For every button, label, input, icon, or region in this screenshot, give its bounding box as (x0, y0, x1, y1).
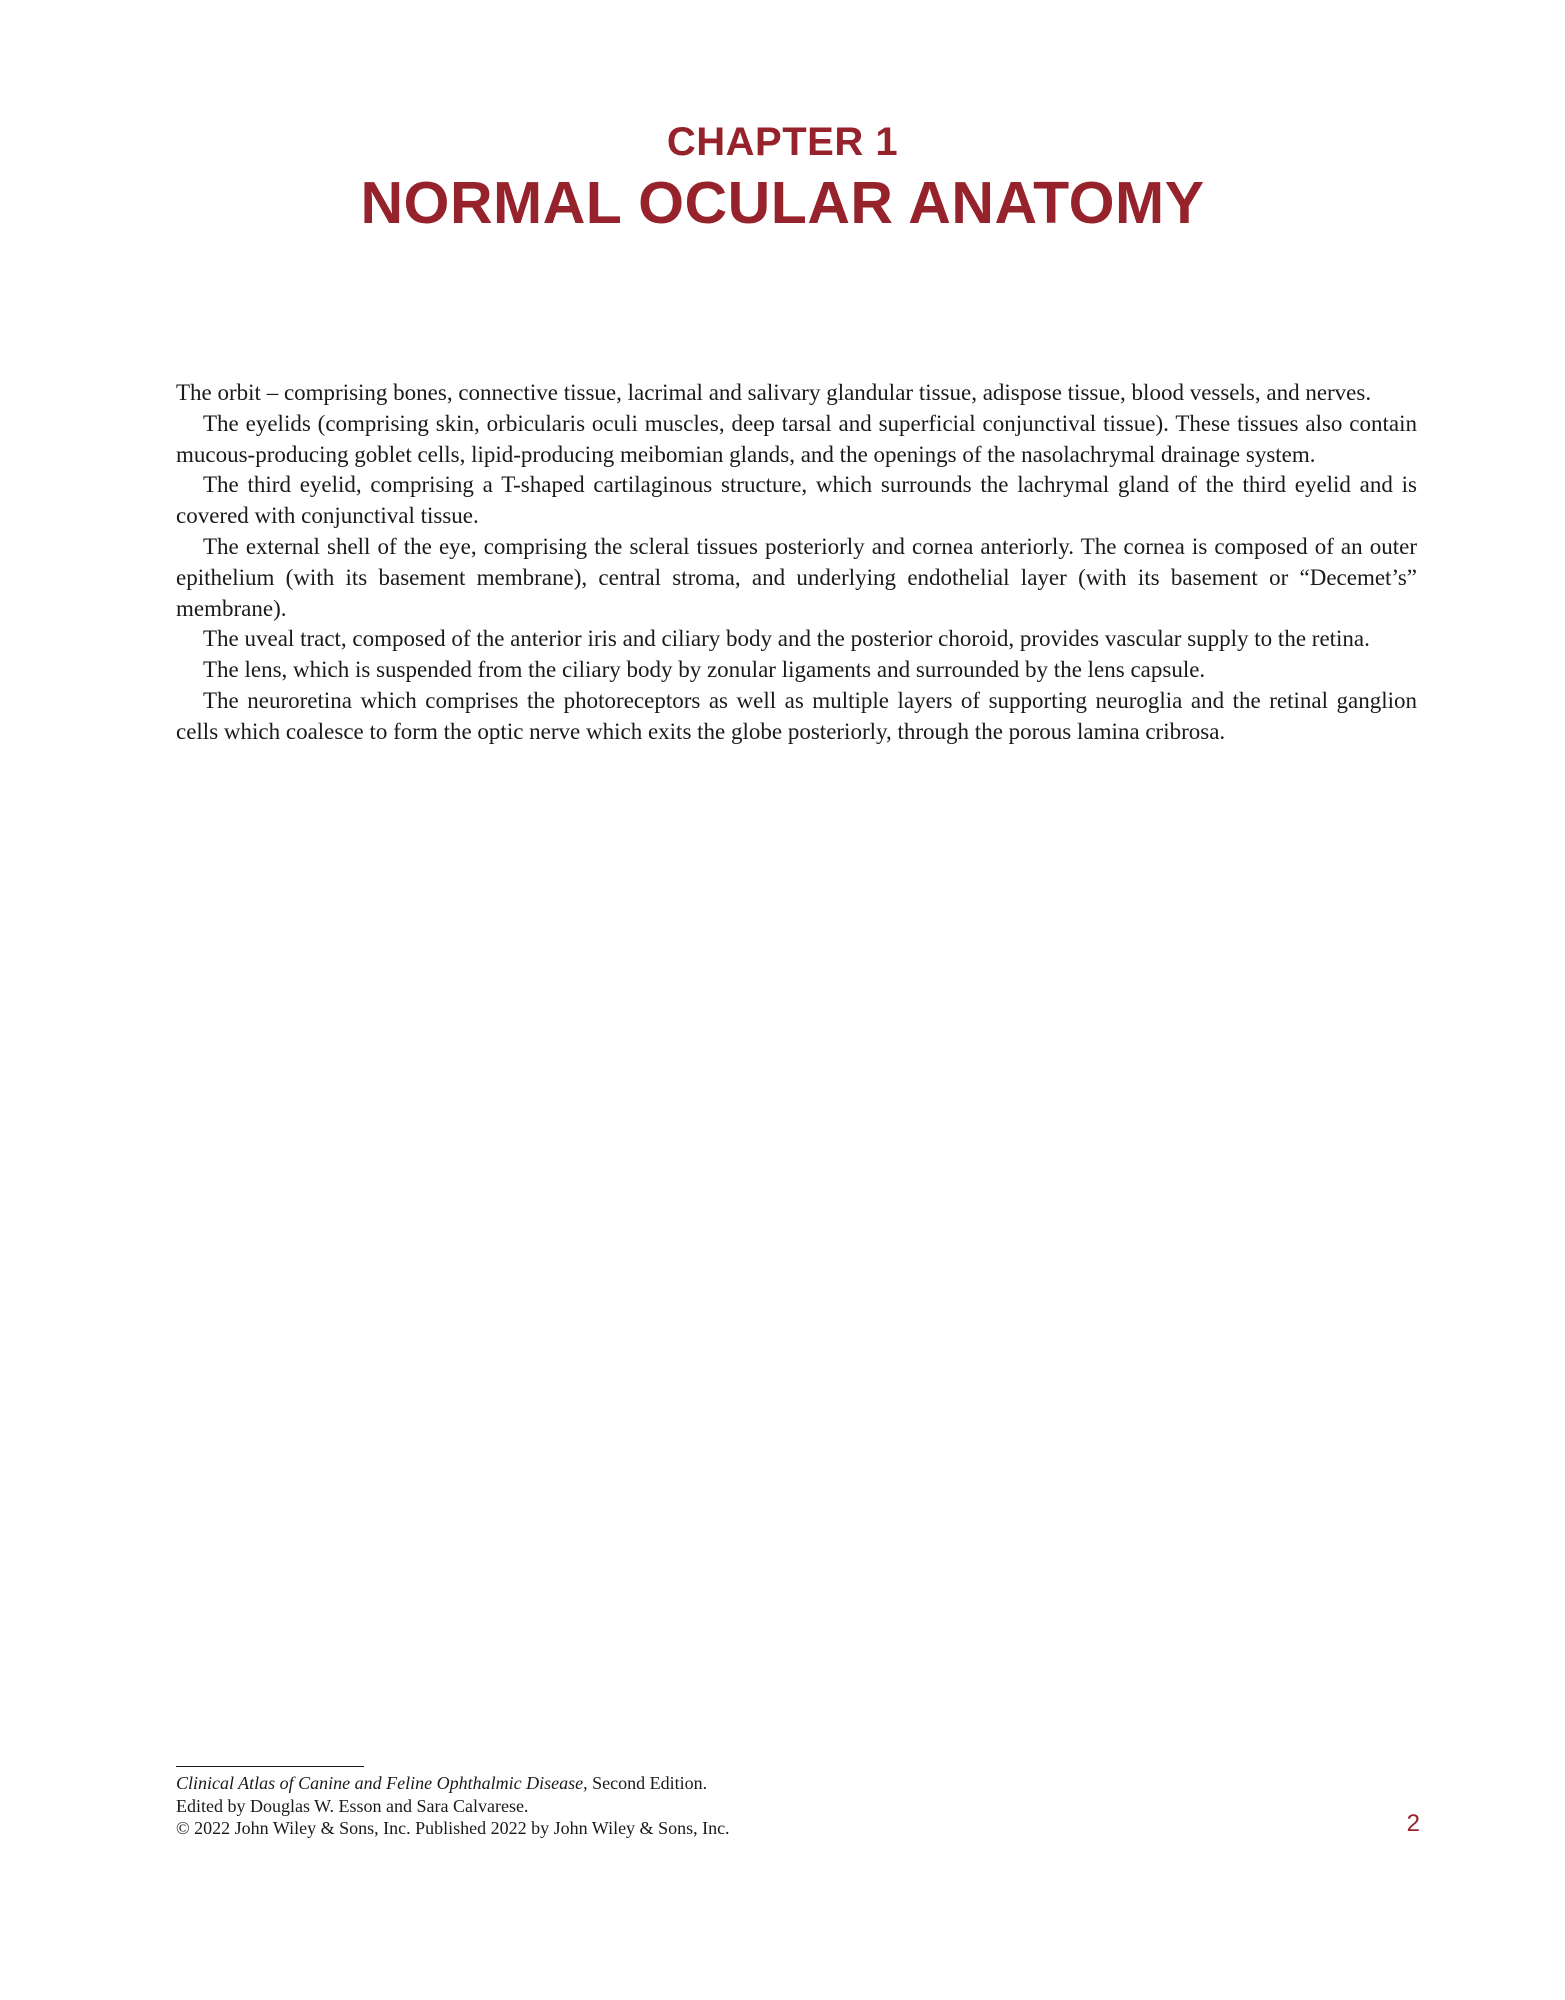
book-title: Clinical Atlas of Canine and Feline Ophthalmic Disease (176, 1773, 584, 1793)
footnote (176, 1772, 1076, 1840)
footnote-editors: Edited by Douglas W. Esson and Sara Calvarese. (176, 1795, 529, 1816)
paragraph-orbit: The orbit – comprising bones, connective tissue, lacrimal and salivary glandular tissue, adispose tissue, blood vessels, and nerves. (176, 380, 1372, 405)
chapter-label: CHAPTER 1 (666, 120, 899, 164)
paragraph-uveal-tract: The uveal tract, composed of the anterior iris and ciliary body and the posterior choroid, provides vascular supply to the retina. (203, 626, 1370, 652)
paragraph-neuroretina: The neuroretina which comprises the photoreceptors as well as multiple layers of supporting neuroglia and the retinal ganglion cells which coalesce to form the optic nerve which exits the globe posteriorly, through the porous lamina cribrosa. (176, 687, 1417, 744)
chapter-title: NORMAL OCULAR ANATOMY (360, 170, 1205, 236)
body-text (176, 378, 1417, 748)
page-number: 2 (1406, 1810, 1420, 1837)
paragraph-lens: The lens, which is suspended from the ciliary body by zonular ligaments and surrounded by the lens capsule. (203, 657, 1206, 683)
footnote-copyright: © 2022 John Wiley & Sons, Inc. Published 2022 by John Wiley & Sons, Inc. (176, 1818, 730, 1838)
footnote-citation (176, 1772, 1076, 1795)
book-edition: , Second Edition. (583, 1773, 708, 1793)
footnote-divider (176, 1766, 364, 1767)
paragraph-third-eyelid: The third eyelid, comprising a T-shaped cartilaginous structure, which surrounds the lachrymal gland of the third eyelid and is covered with conjunctival tissue. (176, 472, 1417, 529)
paragraph-external-shell: The external shell of the eye, comprising the scleral tissues posteriorly and cornea anteriorly. The cornea is composed of an outer epithelium (with its basement membrane), central stroma, and underlying endothelial layer (with its basement or “Decemet’s” membrane). (176, 533, 1417, 621)
chapter-header (0, 118, 1565, 236)
paragraph-eyelids: The eyelids (comprising skin, orbicularis oculi muscles, deep tarsal and superficial conjunctival tissue). These tissues also contain mucous-producing goblet cells, lipid-producing meibomian glands, and the openings of the nasolachrymal drainage system. (176, 410, 1417, 467)
